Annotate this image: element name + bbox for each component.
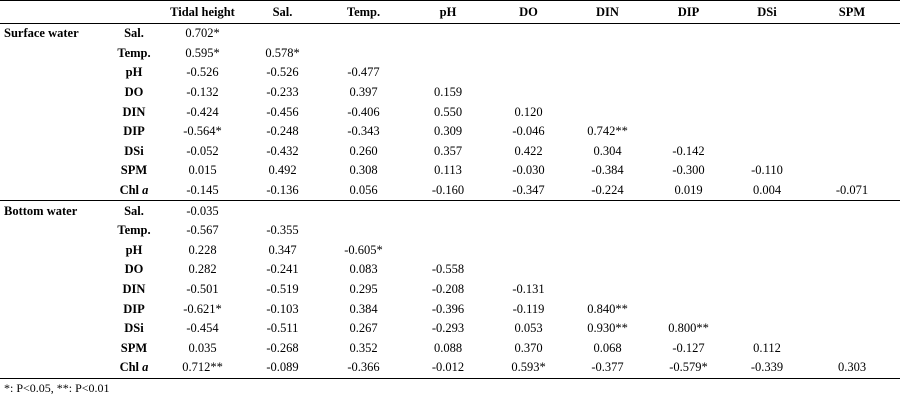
correlation-value: 0.352 [349,340,378,355]
variable-name: Sal. [124,26,144,41]
correlation-value: -0.132 [186,85,219,100]
correlation-value [647,201,730,221]
correlation-value [489,241,568,261]
column-header: DIN [596,4,619,19]
correlation-value [407,63,489,83]
row-variable-label [108,280,160,300]
row-variable-label [108,63,160,83]
correlation-value [804,63,900,83]
correlation-value: 0.347 [268,242,297,257]
correlation-value: -0.355 [266,223,299,238]
correlation-value [730,319,804,339]
correlation-value: -0.605* [344,242,383,257]
correlation-value: 0.702* [160,24,245,44]
correlation-value: 0.088 [433,340,463,355]
row-variable-label [108,122,160,142]
correlation-value [568,280,647,300]
correlation-value [804,161,900,181]
correlation-value [804,102,900,122]
section-label-empty [0,280,108,300]
row-variable-label [108,142,160,162]
section-label-empty [0,339,108,359]
section-label-empty [0,299,108,319]
correlation-value: 0.595* [185,45,220,60]
correlation-value: 0.492 [268,163,297,178]
variable-name: pH [125,242,143,257]
variable-name: Chl [119,183,143,198]
correlation-value: -0.564* [183,124,222,139]
correlation-value [804,83,900,103]
correlation-value: -0.052 [186,143,219,158]
correlation-value: -0.268 [266,340,299,355]
correlation-value: 0.004 [752,183,782,198]
correlation-value: 0.019 [674,183,703,198]
correlation-value [647,280,730,300]
correlation-value: -0.432 [266,143,299,158]
correlation-value [804,280,900,300]
correlation-value: -0.454 [186,321,219,336]
correlation-value [730,122,804,142]
variable-name: Chl [119,360,143,375]
table-row [0,299,900,319]
correlation-value: 0.159 [433,85,463,100]
correlation-value [730,142,804,162]
row-variable-label [108,181,160,201]
correlation-value: -0.343 [347,124,380,139]
correlation-value: -0.119 [512,301,545,316]
correlation-value [489,44,568,64]
correlation-value: -0.526 [186,65,219,80]
correlation-value [647,299,730,319]
correlation-value: -0.293 [431,321,465,336]
correlation-value [647,44,730,64]
correlation-value [320,44,407,64]
section-label-empty [0,358,108,378]
correlation-value [804,24,900,44]
section-label-empty [0,83,108,103]
correlation-value [730,299,804,319]
correlation-value [407,221,489,241]
table-row [0,161,900,181]
correlation-value: -0.567 [186,223,219,238]
correlation-value: 0.282 [188,262,217,277]
correlation-value: 0.309 [433,124,463,139]
correlation-value: 0.308 [349,163,378,178]
correlation-value [647,260,730,280]
row-variable-label [108,44,160,64]
correlation-value: 0.035 [188,340,217,355]
section-label-empty [0,221,108,241]
section-label-empty [0,142,108,162]
correlation-value: -0.241 [266,262,299,277]
table-row [0,63,900,83]
correlation-value [568,24,647,44]
correlation-value [730,24,804,44]
correlation-value [647,24,730,44]
correlation-value [245,201,320,221]
table-row [0,241,900,261]
correlation-value: 0.593* [489,358,568,378]
correlation-value: 0.015 [188,163,217,178]
correlation-value [568,221,647,241]
correlation-value: -0.103 [266,301,299,316]
correlation-value: -0.501 [186,282,219,297]
correlation-value [730,221,804,241]
variable-name: DO [124,85,144,100]
correlation-value [489,83,568,103]
correlation-value: -0.579* [647,358,730,378]
correlation-value [804,299,900,319]
variable-name: SPM [120,163,148,178]
variable-name: SPM [120,340,148,355]
correlation-value [804,339,900,359]
row-variable-label [108,161,160,181]
correlation-value: -0.136 [266,183,299,198]
variable-name: Temp. [117,45,151,60]
column-header: DSi [757,4,777,19]
correlation-value [568,83,647,103]
table-row [0,221,900,241]
row-variable-label [108,24,160,44]
variable-name: DIN [122,104,146,119]
correlation-value [320,221,407,241]
column-header: DO [519,4,538,19]
correlation-value: -0.030 [512,163,545,178]
correlation-value [489,201,568,221]
correlation-value [730,201,804,221]
section-label-empty [0,241,108,261]
section-label-empty [0,63,108,83]
row-variable-label [108,221,160,241]
correlation-value: 0.267 [349,321,378,336]
correlation-value [489,24,568,44]
table-row [0,122,900,142]
correlation-value: -0.248 [266,124,299,139]
correlation-value: 0.053 [514,321,543,336]
correlation-value [647,241,730,261]
section-label: Bottom water [0,201,108,221]
column-header: Tidal height [170,4,235,19]
correlation-value: 0.228 [188,242,217,257]
correlation-value [245,24,320,44]
correlation-value [320,24,407,44]
correlation-value: 0.357 [433,143,463,158]
correlation-value: 0.056 [349,183,378,198]
column-header [108,1,160,24]
correlation-value [489,221,568,241]
section-label-empty [0,161,108,181]
table-body [0,24,900,379]
correlation-value: 0.370 [514,340,543,355]
correlation-value [804,142,900,162]
correlation-value [647,122,730,142]
variable-name: DIP [123,301,145,316]
table-header [0,1,900,24]
correlation-value: -0.233 [266,85,299,100]
correlation-value [489,260,568,280]
correlation-value [730,102,804,122]
correlation-value [568,44,647,64]
table-row [0,260,900,280]
correlation-value [320,201,407,221]
variable-name: pH [125,65,143,80]
section-label-empty [0,260,108,280]
table-row [0,24,900,44]
correlation-value: -0.526 [266,65,299,80]
correlation-value [568,102,647,122]
section-label: Surface water [0,24,108,44]
column-header: Temp. [346,4,381,19]
header-row [0,1,900,24]
variable-name: DO [124,262,144,277]
row-variable-label [108,260,160,280]
correlation-value: -0.347 [512,183,545,198]
correlation-value [489,63,568,83]
correlation-value [568,201,647,221]
correlation-value: -0.511 [266,321,299,336]
variable-name: DSi [124,143,144,158]
variable-name: DIP [123,124,145,139]
table-row [0,339,900,359]
section-label-empty [0,122,108,142]
column-header [0,1,108,24]
significance-footnote: *: P<0.05, **: P<0.01 [4,381,110,395]
table-row [0,102,900,122]
correlation-value [407,201,489,221]
correlation-value: -0.377 [568,358,647,378]
correlation-value: 0.578* [265,45,300,60]
correlation-value: 0.068 [593,340,622,355]
correlation-value [647,83,730,103]
correlation-value: -0.477 [347,65,380,80]
correlation-value [568,63,647,83]
section-label-empty [0,181,108,201]
correlation-value [804,201,900,221]
correlation-value [568,260,647,280]
row-variable-label [108,319,160,339]
correlation-value [730,260,804,280]
variable-name: Sal. [124,203,144,218]
correlation-value: -0.558 [431,262,465,277]
correlation-value: -0.208 [431,282,465,297]
column-header: SPM [838,4,866,19]
variable-name: DIN [122,282,146,297]
variable-name: Temp. [117,223,151,238]
correlation-value: 0.742** [587,124,628,139]
correlation-value: 0.422 [514,143,543,158]
correlation-value: -0.384 [591,163,624,178]
correlation-value: -0.035 [160,201,245,221]
correlation-value [730,63,804,83]
correlation-value: 0.800** [668,321,709,336]
row-variable-label [108,102,160,122]
table-row [0,319,900,339]
correlation-value: 0.384 [349,301,378,316]
correlation-value [647,221,730,241]
correlation-value: -0.456 [266,104,299,119]
correlation-value: 0.112 [753,340,781,355]
correlation-value: 0.304 [593,143,622,158]
row-variable-label [108,339,160,359]
correlation-value [647,102,730,122]
correlation-value [407,24,489,44]
correlation-value [804,122,900,142]
correlation-value [407,44,489,64]
correlation-value: 0.550 [433,104,463,119]
correlation-value: -0.160 [431,183,465,198]
correlation-value: 0.712** [160,358,245,378]
section-label-empty [0,102,108,122]
variable-name-italic: a [142,360,149,375]
correlation-value: -0.127 [672,340,705,355]
row-variable-label [108,358,160,378]
row-variable-label [108,83,160,103]
correlation-value: -0.224 [591,183,624,198]
table-row [0,201,900,221]
correlation-value [730,44,804,64]
correlation-value [407,241,489,261]
column-header: DIP [677,4,700,19]
table-row [0,280,900,300]
variable-name: DSi [124,321,144,336]
correlation-value [804,44,900,64]
correlation-value [568,241,647,261]
table-row [0,358,900,378]
correlation-value: -0.046 [512,124,545,139]
correlation-value: -0.406 [347,104,380,119]
correlation-value [804,319,900,339]
row-variable-label [108,201,160,221]
correlation-value [804,221,900,241]
correlation-value: -0.519 [266,282,299,297]
table-row [0,83,900,103]
correlation-value: -0.424 [186,104,219,119]
correlation-value: -0.300 [672,163,705,178]
correlation-value: 0.295 [349,282,378,297]
table-row [0,44,900,64]
correlation-value: -0.089 [245,358,320,378]
correlation-value [730,241,804,261]
correlation-value [804,260,900,280]
correlation-value [730,280,804,300]
correlation-value [730,83,804,103]
correlation-value [804,241,900,261]
table-row [0,142,900,162]
correlation-value: -0.142 [672,143,705,158]
correlation-value: 0.303 [804,358,900,378]
correlation-value [647,63,730,83]
correlation-value: -0.131 [512,282,545,297]
column-header: Sal. [272,4,293,19]
correlation-value: 0.083 [349,262,378,277]
correlation-value: -0.012 [407,358,489,378]
correlation-value: -0.621* [183,301,222,316]
correlation-value: -0.071 [835,183,869,198]
table-row [0,181,900,201]
correlation-value: -0.366 [320,358,407,378]
correlation-value: 0.260 [349,143,378,158]
variable-name-italic: a [142,183,149,198]
correlation-value: 0.840** [587,301,628,316]
row-variable-label [108,299,160,319]
correlation-value: -0.396 [431,301,465,316]
section-label-empty [0,44,108,64]
correlation-value: 0.930** [587,321,628,336]
row-variable-label [108,241,160,261]
column-header: pH [439,4,457,19]
correlation-value: -0.339 [730,358,804,378]
correlation-value: 0.397 [349,85,378,100]
correlation-value: -0.110 [751,163,783,178]
correlation-value: 0.113 [434,163,462,178]
correlation-value: 0.120 [514,104,543,119]
correlation-value: -0.145 [186,183,219,198]
section-label-empty [0,319,108,339]
